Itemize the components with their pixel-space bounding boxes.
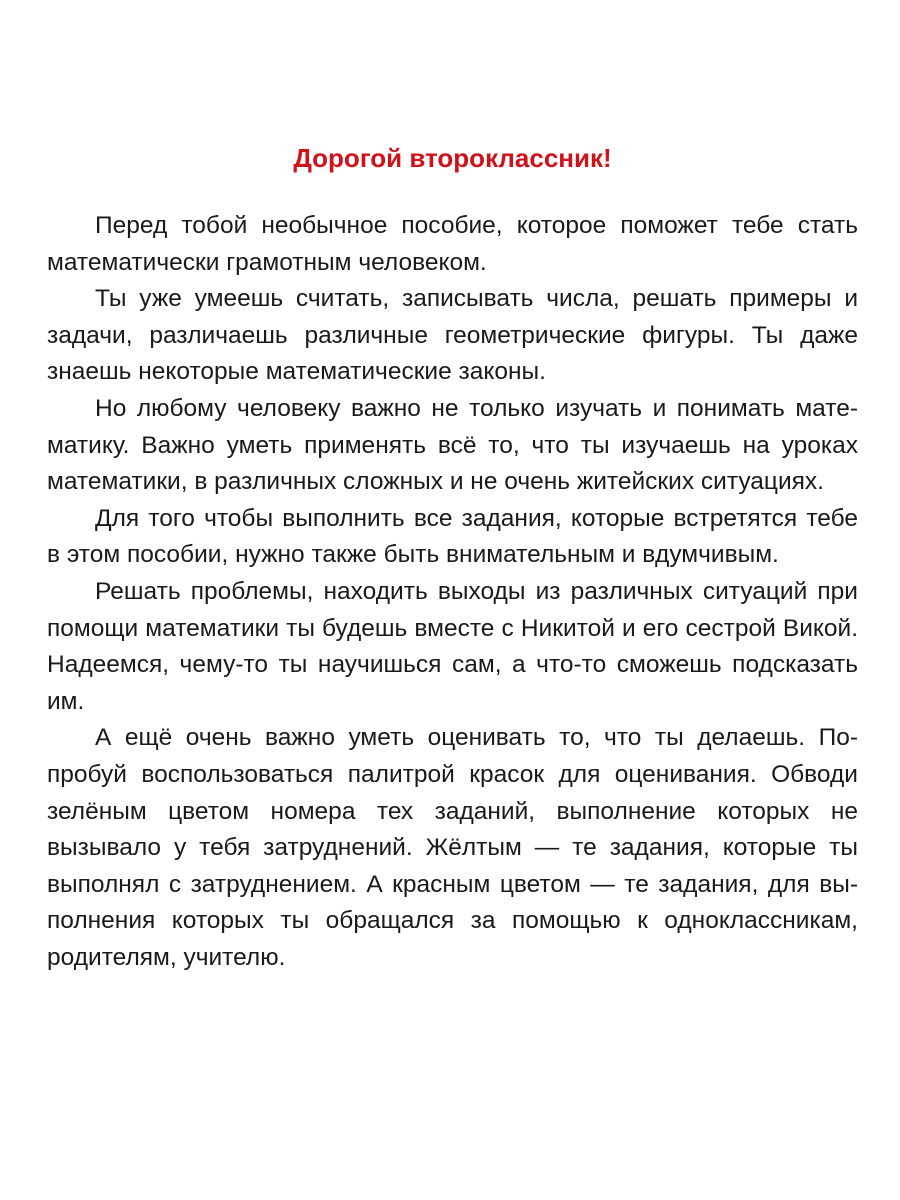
paragraph-2: Ты уже умеешь считать, записывать числа, решать примеры и задачи, различаешь различные геометрические фигуры. Ты даже знаешь некоторые математические законы. xyxy=(47,285,858,386)
page-title: Дорогой второклассник! xyxy=(293,143,612,173)
paragraph-5: Решать проблемы, находить выходы из различных ситуаций при помощи математики ты будешь вместе с Никитой и его сестрой Викой. Надеемся, чему-то ты научишься сам, а что-то сможешь подсказать им. xyxy=(47,577,858,715)
paragraph-6: А ещё очень важно уметь оценивать то, что ты делаешь. Попробуй воспользоваться палитрой красок для оценивания. Обводи зелёным цветом номера тех заданий, выполнение которых не вызывало у тебя затруднений. Жёлтым — те задания, которые ты выполнял с затруднением. А красным цветом — те задания, для выполнения которых ты обращался за помощью к одноклассникам, родителям, учителю. xyxy=(47,724,858,971)
paragraph-3: Но любому человеку важно не только изучать и понимать математику. Важно уметь применять всё то, что ты изучаешь на уроках математики, в различных сложных и не очень житейских ситуациях. xyxy=(47,394,858,496)
page-content xyxy=(47,140,858,976)
paragraph-1: Перед тобой необычное пособие, которое поможет тебе стать математически грамотным человеком. xyxy=(47,212,858,276)
paragraph-4: Для того чтобы выполнить все задания, которые встретятся тебе в этом пособии, нужно также быть внимательным и вдумчивым. xyxy=(47,504,858,569)
